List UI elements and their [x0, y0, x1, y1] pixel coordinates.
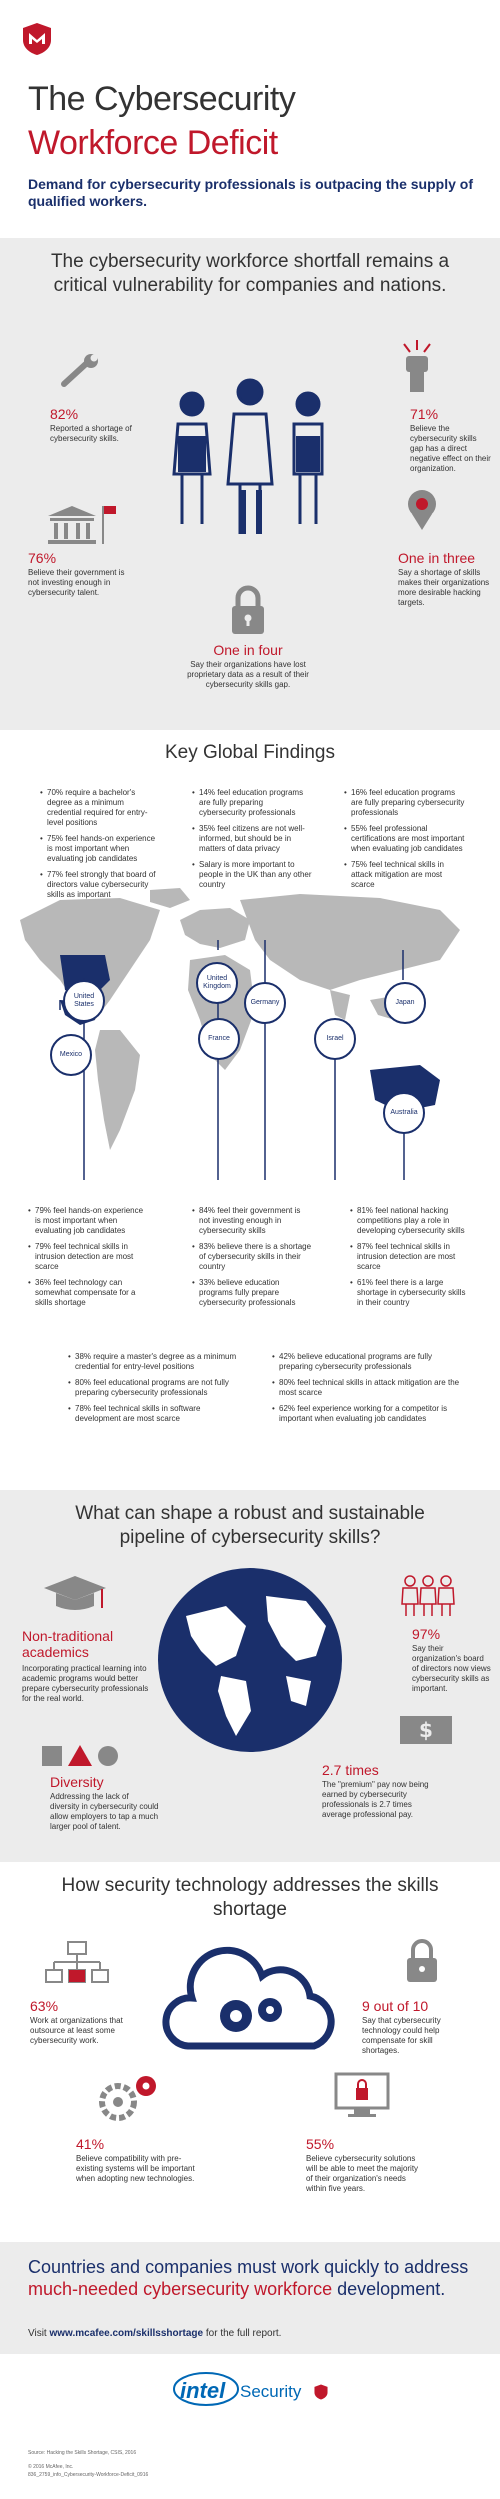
government-building-icon [44, 502, 118, 546]
country-marker-france: France [198, 1018, 240, 1060]
list-item: • 33% believe education programs fully prepare cybersecurity professionals [192, 1278, 312, 1308]
stat-lost-data-desc: Say their organizations have lost proprietary data as a result of their cybersecurity skills gap. [187, 660, 309, 689]
findings-mexico-list [28, 1206, 148, 1314]
board-desc: Say their organization's board of directors now views cybersecurity skills as important. [412, 1644, 491, 1693]
stat-lost-data-value: One in four [213, 642, 283, 658]
shortfall-heading: The cybersecurity workforce shortfall remains a critical vulnerability for companies and nations. [50, 251, 450, 296]
mcafee-shield-logo-icon [22, 22, 52, 56]
country-marker-australia: Australia [383, 1092, 425, 1134]
list-item: • 55% feel professional certifications are most important when evaluating job candidates [344, 824, 466, 854]
country-marker-mexico: Mexico [50, 1034, 92, 1076]
diversity-title: Diversity [50, 1774, 104, 1790]
stat-negative-effect-desc: Believe the cybersecurity skills gap has a direct negative effect on their organization. [410, 424, 491, 473]
compatibility-desc: Believe compatibility with pre-existing systems will be important when adopting new technologies. [76, 2154, 195, 2183]
money-icon [398, 1712, 454, 1748]
world-map [0, 880, 500, 1180]
list-item: • 79% feel hands-on experience is most important when evaluating job candidates [28, 1206, 148, 1236]
list-item: • 35% feel citizens are not well-informed, but should be in matters of data privacy [192, 824, 312, 854]
outsource-value: 63% [30, 1998, 59, 2014]
pipeline-section [0, 1490, 500, 1862]
list-item: • 79% feel technical skills in intrusion detection are most scarce [28, 1242, 148, 1272]
target-pin-icon [402, 488, 442, 532]
country-marker-germany: Germany [244, 982, 286, 1024]
stat-hacking-targets-desc: Say a shortage of skills makes their organizations more desirable hacking targets. [398, 568, 490, 607]
findings-france-list [192, 1206, 312, 1314]
findings-germany-list [68, 1352, 248, 1430]
footer [0, 2354, 500, 2499]
header [0, 0, 500, 236]
list-item: • 80% feel technical skills in attack mitigation are the most scarce [272, 1378, 462, 1398]
stat-skills-shortage-desc: Reported a shortage of cybersecurity skills. [50, 424, 132, 443]
mcafee-shield-small-icon [314, 2384, 328, 2400]
page-title-line2: Workforce Deficit [28, 124, 278, 162]
list-item: • 81% feel national hacking competitions play a role in developing cybersecurity skills [350, 1206, 472, 1236]
outsourcing-network-icon [44, 1940, 110, 1986]
globe-icon [156, 1566, 344, 1754]
workforce-people-icon [160, 374, 340, 554]
secure-monitor-icon [334, 2072, 390, 2118]
country-marker-uk: United Kingdom [196, 962, 238, 1004]
call-to-action-section [0, 2242, 500, 2354]
technology-help-value: 9 out of 10 [362, 1998, 429, 2014]
board-members-icon [398, 1574, 458, 1618]
board-value: 97% [412, 1626, 441, 1642]
list-item: • 75% feel hands-on experience is most important when evaluating job candidates [40, 834, 160, 864]
page-subtitle: Demand for cybersecurity professionals is outpacing the supply of qualified workers. [28, 176, 473, 209]
graduation-cap-icon [42, 1574, 108, 1614]
list-item: • 87% feel technical skills in intrusion detection are most scarce [350, 1242, 472, 1272]
svg-text:$: $ [419, 1718, 433, 1742]
key-findings-heading: Key Global Findings [164, 742, 336, 763]
gears-icon [96, 2072, 162, 2126]
nontrad-academics-desc: Incorporating practical learning into academic programs would better prepare cybersecurity professionals for the real world. [22, 1664, 149, 1703]
premium-desc: The "premium" pay now being earned by cybersecurity professionals is 2.7 times average professional pay. [322, 1780, 429, 1819]
list-item: • 75% feel technical skills in attack mitigation are most scarce [344, 860, 466, 890]
shortfall-section [0, 238, 500, 730]
security-tech-section [0, 1862, 500, 2242]
country-marker-japan: Japan [384, 982, 426, 1024]
compatibility-value: 41% [76, 2136, 105, 2152]
list-item: • 42% believe educational programs are fully preparing cybersecurity professionals [272, 1352, 462, 1372]
solutions-value: 55% [306, 2136, 335, 2152]
country-marker-us: United States [63, 980, 105, 1022]
lock-icon [404, 1938, 440, 1984]
premium-value: 2.7 times [322, 1762, 379, 1778]
country-marker-israel: Israel [314, 1018, 356, 1060]
findings-australia-list [350, 1206, 472, 1314]
list-item: • 38% require a master's degree as a minimum credential for entry-level positions [68, 1352, 248, 1372]
list-item: • 14% feel education programs are fully preparing cybersecurity professionals [192, 788, 312, 818]
technology-help-desc: Say that cybersecurity technology could help compensate for skill shortages. [362, 2016, 441, 2055]
list-item: • 77% feel strongly that board of directors value cybersecurity skills as important [40, 870, 160, 900]
list-item: • 78% feel technical skills in software development are most scarce [68, 1404, 248, 1424]
security-logo-text: Security [240, 2382, 302, 2401]
list-item: • 61% feel there is a large shortage in cybersecurity skills in their country [350, 1278, 472, 1308]
list-item: • 62% feel experience working for a competitor is important when evaluating job candidates [272, 1404, 462, 1424]
page-title-line1: The Cybersecurity [28, 80, 296, 118]
cloud-gears-icon [158, 1946, 344, 2054]
list-item: • 84% feel their government is not investing enough in cybersecurity skills [192, 1206, 312, 1236]
list-item: • 16% feel education programs are fully preparing cybersecurity professionals [344, 788, 466, 818]
key-findings-section [0, 730, 500, 1490]
stat-hacking-targets-value: One in three [398, 550, 476, 566]
diversity-desc: Addressing the lack of diversity in cybersecurity could allow employers to tap a much larger pool of talent. [50, 1792, 159, 1831]
copyright-note: © 2016 McAfee, Inc. [28, 2464, 74, 2470]
list-item: • 36% feel technology can somewhat compensate for a skills shortage [28, 1278, 148, 1308]
findings-israel-list [272, 1352, 462, 1430]
padlock-icon [228, 584, 268, 636]
call-to-action-text: Countries and companies must work quickly to address much-needed cybersecurity workforce development. [28, 2257, 469, 2299]
pipeline-heading: What can shape a robust and sustainable pipeline of cybersecurity skills? [75, 1503, 425, 1548]
stat-negative-effect-value: 71% [410, 406, 439, 422]
visit-text: Visit www.mcafee.com/skillsshortage for the full report. [28, 2328, 282, 2339]
list-item: • Salary is more important to people in the UK than any other country [192, 860, 312, 890]
list-item: • 83% believe there is a shortage of cybersecurity skills in their country [192, 1242, 312, 1272]
stat-government-desc: Believe their government is not investing enough in cybersecurity talent. [28, 568, 125, 597]
nontrad-academics-title: Non-traditional academics [22, 1628, 114, 1660]
stat-skills-shortage-value: 82% [50, 406, 79, 422]
security-tech-heading: How security technology addresses the skills shortage [61, 1875, 439, 1920]
report-link[interactable]: www.mcafee.com/skillsshortage [49, 2328, 204, 2339]
outsource-desc: Work at organizations that outsource at least some cybersecurity work. [30, 2016, 123, 2045]
diversity-shapes-icon [40, 1742, 120, 1768]
solutions-desc: Believe cybersecurity solutions will be able to meet the majority of their organization's needs within five years. [306, 2154, 419, 2193]
wrench-icon [58, 354, 102, 390]
list-item: • 80% feel educational programs are not fully preparing cybersecurity professionals [68, 1378, 248, 1398]
intel-logo-text: intel [180, 2378, 226, 2403]
stat-government-value: 76% [28, 550, 57, 566]
document-code: 836_2759_info_Cybersecurity-Workforce-Deficit_0916 [28, 2472, 149, 2478]
raised-fist-icon [398, 338, 436, 394]
source-note: Source: Hacking the Skills Shortage, CSIS, 2016 [28, 2450, 137, 2456]
list-item: • 70% require a bachelor's degree as a minimum credential required for entry-level positions [40, 788, 160, 828]
